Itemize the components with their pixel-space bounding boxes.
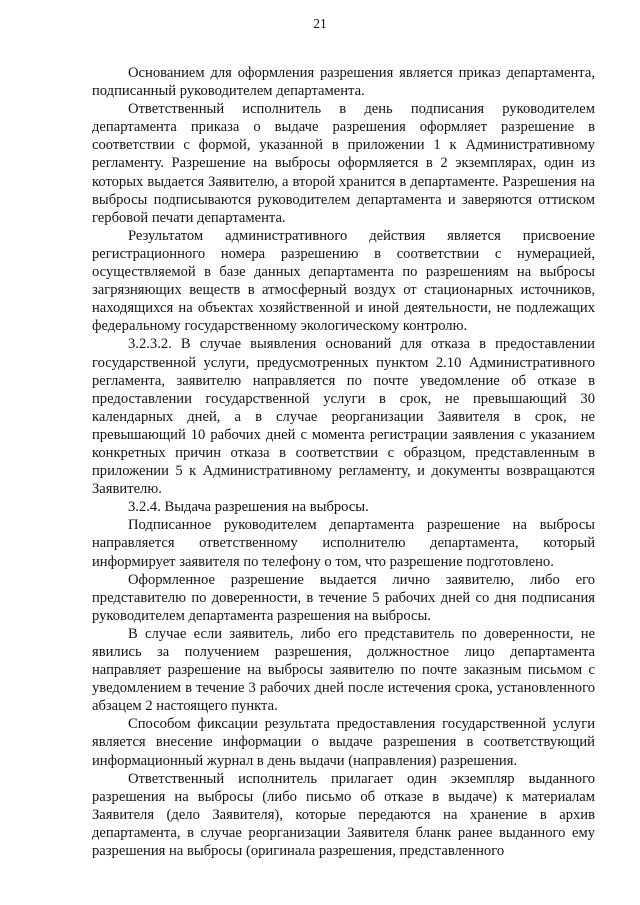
paragraph-personal-issuance: Оформленное разрешение выдается лично заявителю, либо его представителю по доверенности, в течение 5 рабочих дней со дня подписания руководителем департамента разрешения на выбросы. [92,571,595,624]
paragraph-registration-result: Результатом административного действия является присвоение регистрационного номера разрешению в соответствии с нумерацией, осуществляемой в базе данных департамента по разрешениям на выбросы загрязняющих веществ в атмосферный воздух от стационарных источников, находящихся на объектах хозяйственной и иной деятельности, не подлежащих федеральному государственному экологическому контролю. [92,227,595,335]
paragraph-result-recording: Способом фиксации результата предоставления государственной услуги является внесение информации о выдаче разрешения в соответствующий информационный журнал в день выдачи (направления) разрешения. [92,716,595,769]
document-body [92,64,595,860]
paragraph-basis-for-permit: Основанием для оформления разрешения является приказ департамента, подписанный руководителем департамента. [92,65,595,100]
section-heading-permit-issuance: 3.2.4. Выдача разрешения на выбросы. [128,499,369,516]
paragraph-archive-transfer: Ответственный исполнитель прилагает один экземпляр выданного разрешения на выбросы (либо письмо об отказе в выдаче) к материалам Заявителя (дело Заявителя), которые передаются на хранение в архив департамента, в случае реорганизации Заявителя бланк ранее выданного ему разрешения на выбросы (оригинала разрешения, представленного [92,770,595,860]
paragraph-refusal-clause: 3.2.3.2. В случае выявления оснований для отказа в предоставлении государственной услуги, предусмотренных пунктом 2.10 Административного регламента, заявителю направляется по почте уведомление об отказе в предоставлении государственной услуги в срок, не превышающий 30 календарных дней, а в случае реорганизации Заявителя в срок, не превышающий 10 рабочих дней с момента регистрации заявления с указанием конкретных причин отказа в соответствии с образцом, представленным в приложении 5 к Административному регламенту, и документы возвращаются Заявителю. [92,336,595,498]
page-number: 21 [313,16,327,31]
paragraph-permit-preparation: Ответственный исполнитель в день подписания руководителем департамента приказа о выдаче разрешения оформляет разрешение в соответствии с формой, указанной в приложении 1 к Административному регламенту. Разрешение на выбросы оформляется в 2 экземплярах, один из которых выдается Заявителю, а второй хранится в департаменте. Разрешения на выбросы подписываются руководителем департамента и заверяются оттиском гербовой печати департамента. [92,101,595,226]
paragraph-signed-permit-routing: Подписанное руководителем департамента разрешение на выбросы направляется ответственному исполнителю департамента, который информирует заявителя по телефону о том, что разрешение подготовлено. [92,517,595,570]
paragraph-mail-delivery: В случае если заявитель, либо его представитель по доверенности, не явились за получением разрешения, должностное лицо департамента направляет разрешение на выбросы заявителю по почте заказным письмом с уведомлением в течение 3 рабочих дней после истечения срока, установленного абзацем 2 настоящего пункта. [92,625,595,715]
